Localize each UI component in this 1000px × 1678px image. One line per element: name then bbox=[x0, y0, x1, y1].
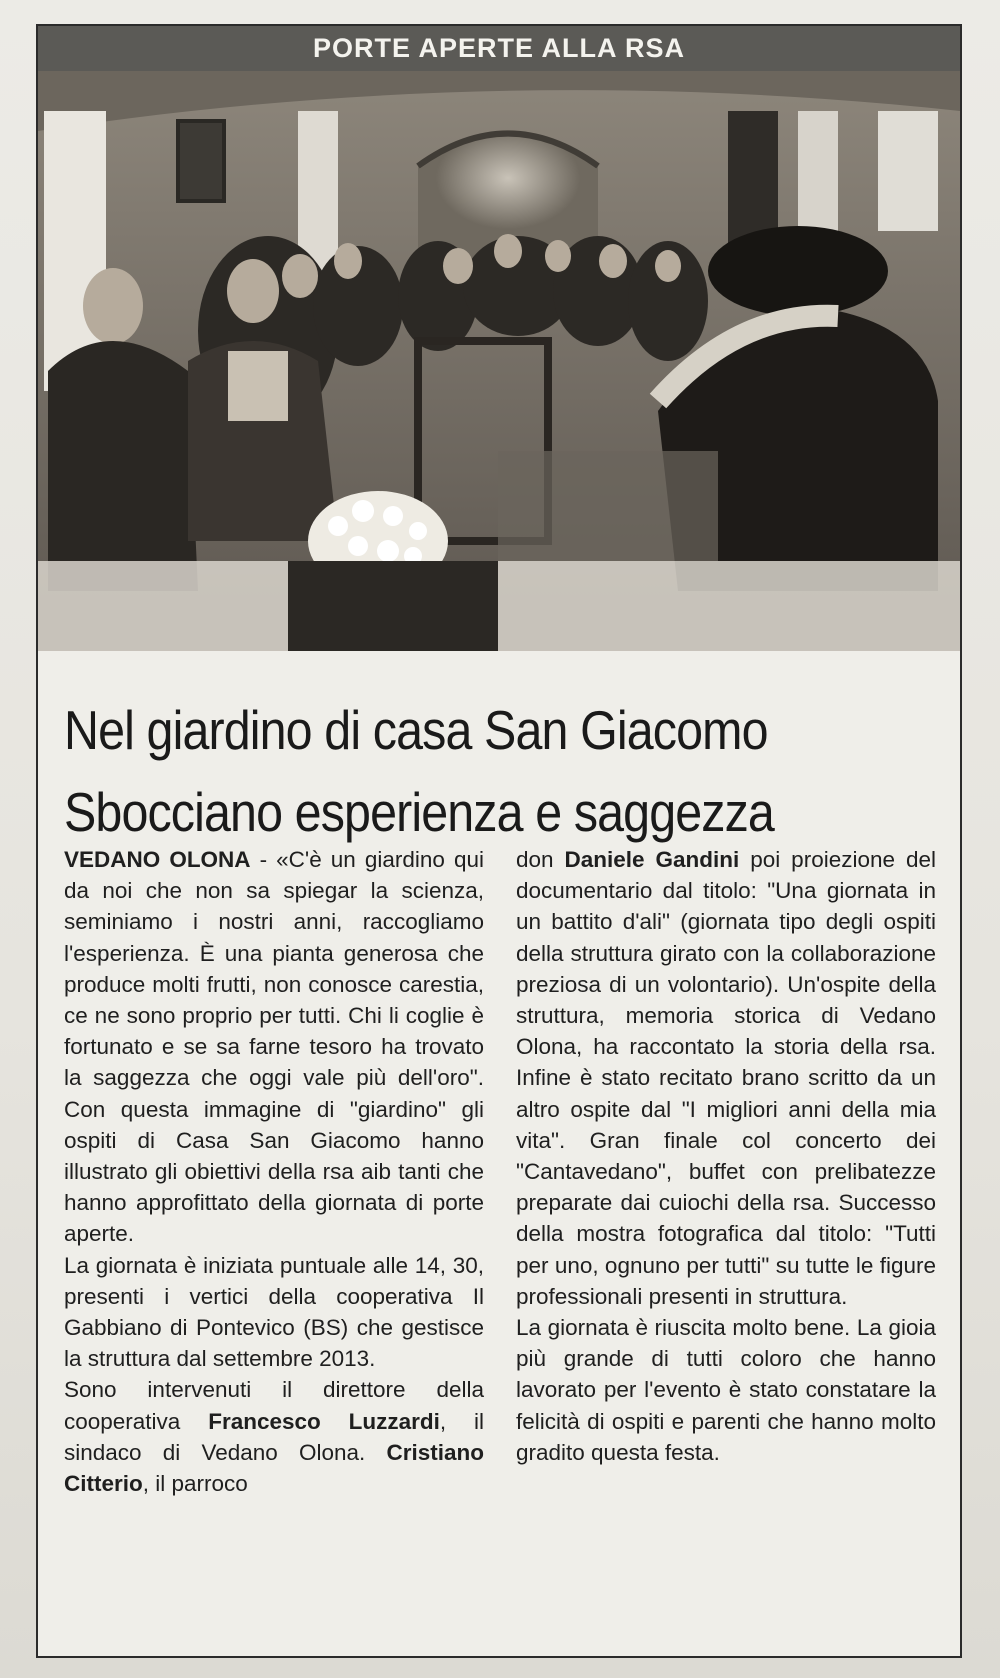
headline-line-2: Sbocciano esperienza e saggezza bbox=[64, 781, 774, 843]
person-name: Daniele Gandini bbox=[564, 847, 740, 872]
article-body bbox=[64, 844, 936, 1499]
person-name: Cristiano Citterio bbox=[64, 1439, 484, 1497]
paragraph bbox=[516, 844, 936, 1312]
text-column-left bbox=[64, 844, 484, 1499]
paragraph: La giornata è iniziata puntuale alle 14, 30, presenti i vertici della cooperativa Il Gabbiano di Pontevico (BS) che gestisce la struttura dal settembre 2013. bbox=[64, 1252, 484, 1372]
paragraph bbox=[64, 1374, 484, 1499]
paragraph bbox=[64, 844, 484, 1250]
article-headline bbox=[64, 689, 831, 853]
paragraph-text: Sono intervenuti il direttore della cooperativa bbox=[64, 1377, 484, 1434]
person-name: Francesco Luzzardi bbox=[208, 1408, 440, 1434]
text-column-right bbox=[516, 844, 936, 1499]
section-kicker: PORTE APERTE ALLA RSA bbox=[38, 26, 960, 71]
dateline: VEDANO OLONA bbox=[64, 847, 251, 872]
photo-illustration bbox=[38, 71, 960, 651]
paragraph-text: - «C'è un giardino qui da noi che non sa spiegar la scienza, seminiamo i nostri anni, raccogliamo l'esperienza. È una pianta generosa che produce molti frutti, non conosce carestia, ce ne sono proprio per tutti. Chi li coglie è fortunato e se sa farne tesoro ha trovato la saggezza che oggi vale più dell'oro". Con questa immagine di "giardino" gli ospiti di Casa San Giacomo hanno illustrato gli obiettivi della rsa aib tanti che hanno approfittato della giornata di porte aperte. bbox=[64, 847, 484, 1247]
paragraph: La giornata è riuscita molto bene. La gioia più grande di tutti coloro che hanno lavorato per l'evento è stato constatare la felicità di ospiti e parenti che hanno molto gradito questa festa. bbox=[516, 1315, 936, 1465]
paragraph-text: don bbox=[516, 847, 565, 872]
paragraph-text: , il sindaco di Vedano Olona. bbox=[64, 1408, 485, 1465]
paragraph-text: poi proiezione del documentario dal titolo: "Una giornata in un battito d'ali" (giornata tipo degli ospiti della struttura girato con la collaborazione preziosa di un volontario). Un'ospite della struttura, memoria storica di Vedano Olona, ha raccontato la storia della rsa. Infine è stato recitato brano scritto da un altro ospite dal "I migliori anni della mia vita". Gran finale col concerto dei "Cantavedano", buffet con prelibatezze preparate dai cuiochi della rsa. Successo della mostra fotografica dal titolo: "Tutti per uno, ognuno per tutti" su tutte le figure professionali presenti in struttura. bbox=[516, 847, 936, 1309]
article-clipping bbox=[36, 24, 962, 1658]
paragraph-text: , il parroco bbox=[142, 1471, 248, 1497]
headline-line-1: Nel giardino di casa San Giacomo bbox=[64, 699, 768, 761]
article-photo bbox=[38, 71, 960, 651]
